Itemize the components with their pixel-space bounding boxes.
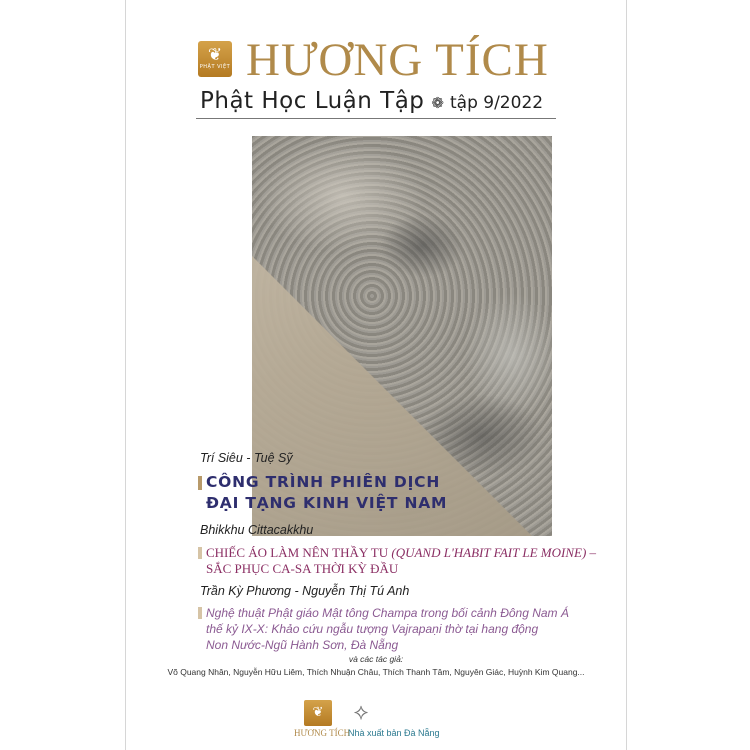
footer-brand: HƯƠNG TÍCH [294,728,351,738]
brand-logo [198,41,232,77]
flower-icon: ❁ [431,94,444,112]
article-2-title-dash: – [586,545,597,560]
article-3-title-line1: Nghệ thuật Phật giáo Mật tông Champa trong bối cảnh Đông Nam Á [206,606,569,620]
article-2-title-main: CHIẾC ÁO LÀM NÊN THẦY TU [206,545,392,560]
article-1-title-line1: CÔNG TRÌNH PHIÊN DỊCH [206,473,441,491]
article-1-title-line2: ĐẠI TẠNG KINH VIỆT NAM [206,494,448,512]
publisher-name: Nhà xuất bản Đà Nẵng [348,728,440,738]
article-1-marker [198,476,202,490]
magazine-subtitle: Phật Học Luận Tập [200,88,425,114]
article-3-title-line2: thế kỷ IX-X: Khảo cứu ngẫu tượng Vajrapaṇi thờ tại hang động [206,622,539,636]
magazine-cover [125,0,627,750]
magazine-title: HƯƠNG TÍCH [246,34,549,86]
lotus-icon: ❦ [207,45,223,65]
article-1-author: Trí Siêu - Tuệ Sỹ [200,451,293,465]
article-3-title [206,605,569,653]
article-3-author: Trần Kỳ Phương - Nguyễn Thị Tú Anh [200,584,410,598]
other-authors-label: và các tác giả: [348,654,404,664]
footer-lotus-icon: ❦ [304,700,332,726]
article-3-marker [198,607,202,619]
article-2-title [206,545,596,577]
article-1-title [206,472,447,514]
article-2-title-french: (QUAND L'HABIT FAIT LE MOINE) [391,545,587,560]
article-2-author: Bhikkhu Cittacakkhu [200,523,314,537]
subtitle-row [200,88,543,114]
publisher-logo-icon: ⟡ [353,700,369,725]
logo-caption: PHẬT VIỆT [199,64,231,70]
article-3-title-line3: Non Nước-Ngũ Hành Sơn, Đà Nẵng [206,638,399,652]
other-authors-names: Võ Quang Nhân, Nguyễn Hữu Liêm, Thích Nhuận Châu, Thích Thanh Tâm, Nguyên Giác, Huỳnh Kim Quang... [167,667,585,677]
article-2-title-line2: SẮC PHỤC CA-SA THỜI KỲ ĐẦU [206,561,399,576]
issue-number: tập 9/2022 [449,93,544,113]
article-2-marker [198,547,202,559]
header-divider [196,118,556,119]
